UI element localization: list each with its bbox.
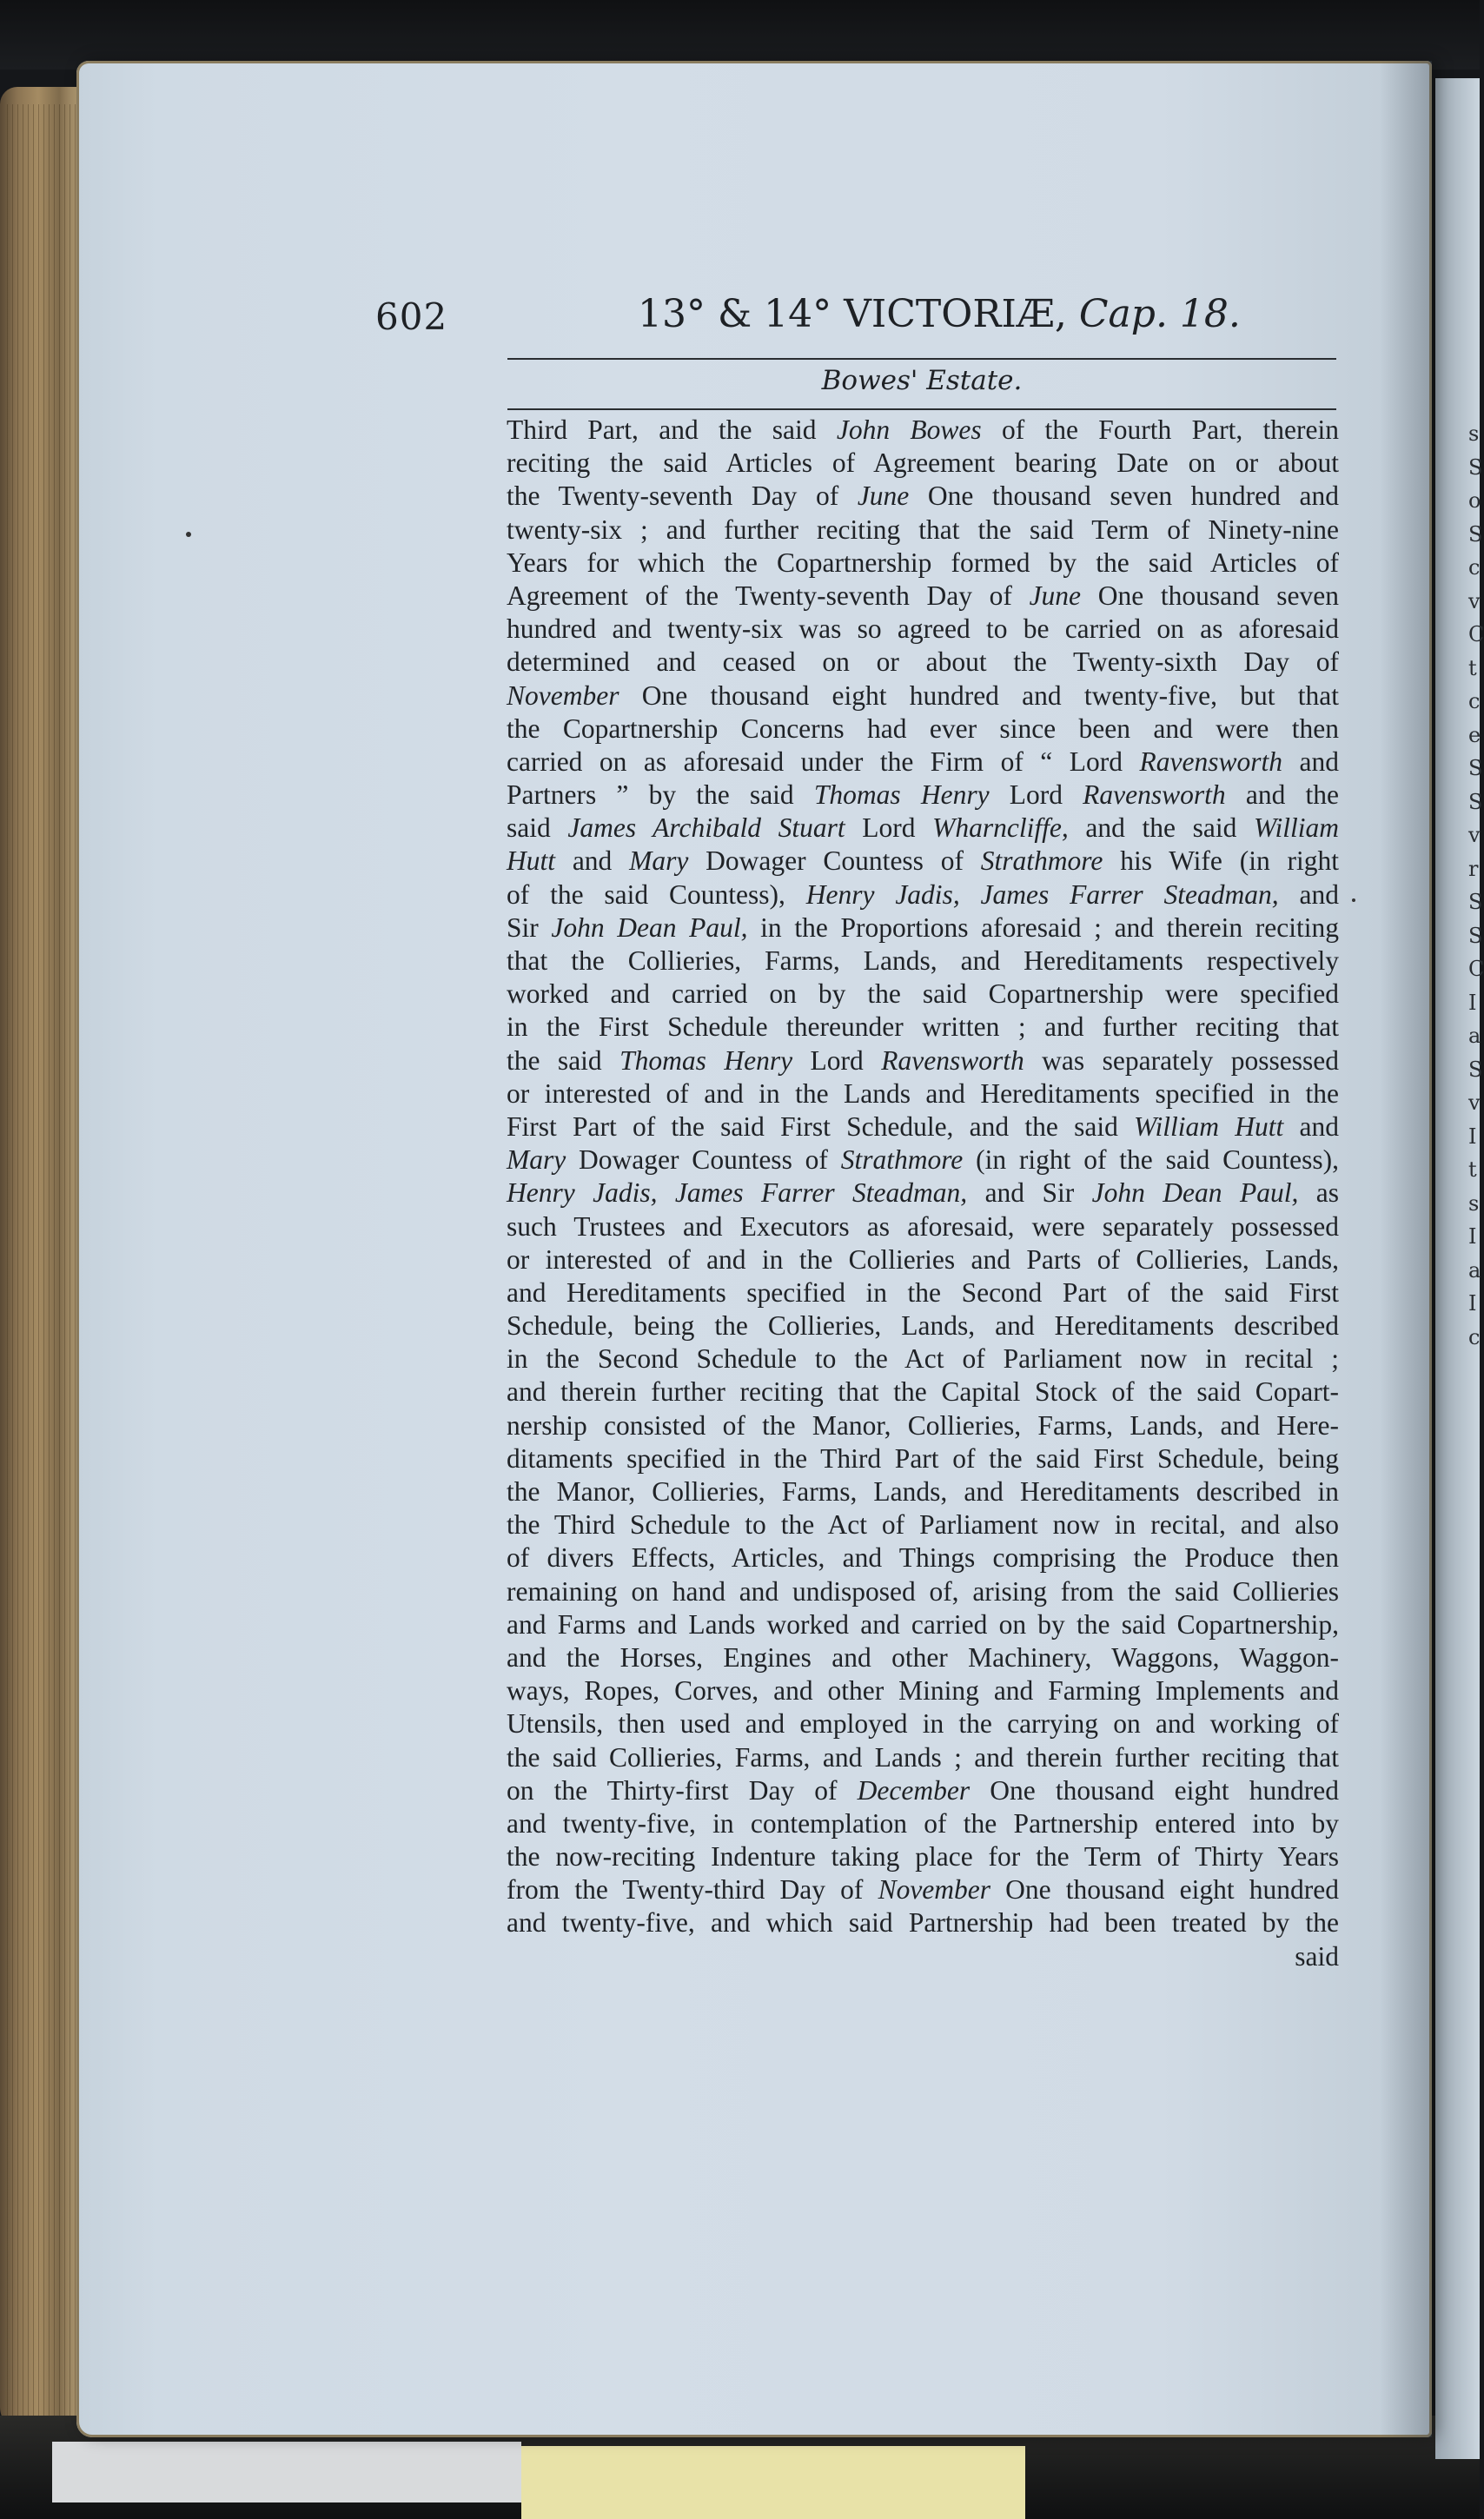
text-segment: in the Second Schedule to the Act of Parliament now in recital ;	[507, 1343, 1339, 1375]
text-segment: and Farms and Lands worked and carried on by the said Copartnership,	[507, 1608, 1339, 1640]
text-segment: of the Fourth Part, therein	[981, 414, 1339, 445]
text-segment: Sir	[507, 911, 552, 943]
italic-name: James Archibald Stuart	[567, 812, 845, 844]
text-segment: the Copartnership Concerns had ever since been and were then	[507, 713, 1339, 744]
italic-name: Wharncliffe,	[932, 812, 1069, 844]
text-segment: as	[1298, 1177, 1339, 1209]
italic-name: William Hutt	[1134, 1110, 1284, 1142]
text-segment: said	[507, 812, 568, 844]
text-segment: carried on as aforesaid under the Firm of “ Lord	[507, 746, 1140, 777]
text-segment: One thousand eight hundred	[970, 1774, 1339, 1806]
text-segment: on the Thirty-first Day of	[507, 1774, 858, 1806]
italic-name: Thomas Henry	[619, 1044, 793, 1076]
text-segment: Agreement of the Twenty-seventh Day of	[507, 580, 1030, 611]
text-segment: Lord	[989, 779, 1083, 811]
text-segment: nership consisted of the Manor, Collieries, Farms, Lands, and Here-	[507, 1409, 1339, 1441]
text-segment: Schedule, being the Collieries, Lands, and Hereditaments described	[507, 1310, 1339, 1342]
text-line	[507, 1940, 1339, 1973]
italic-name: Strathmore	[840, 1144, 964, 1176]
italic-name: Ravensworth	[881, 1044, 1024, 1076]
text-segment: such Trustees and Executors as aforesaid, were separately possessed	[507, 1210, 1339, 1242]
text-segment: One thousand seven	[1081, 580, 1339, 611]
text-line	[507, 1774, 1339, 1807]
text-line	[507, 480, 1339, 513]
text-line	[507, 1143, 1339, 1177]
italic-name: William	[1253, 812, 1339, 844]
text-line	[507, 845, 1339, 878]
text-line	[507, 1707, 1339, 1740]
text-line	[507, 514, 1339, 547]
text-segment: Lord	[845, 812, 933, 844]
italic-name: Mary	[629, 845, 689, 877]
section-subtitle: Bowes' Estate.	[821, 365, 1023, 396]
text-line	[507, 1409, 1339, 1442]
text-line	[507, 1674, 1339, 1707]
text-segment: Dowager Countess of	[566, 1144, 841, 1176]
text-segment: One thousand eight hundred and twenty-five, but that	[619, 679, 1339, 711]
text-line	[507, 1608, 1339, 1641]
text-segment: the Third Schedule to the Act of Parliament now in recital, and also	[507, 1509, 1339, 1541]
header-rule-bottom	[507, 408, 1336, 410]
header-rule-top	[507, 358, 1336, 360]
text-line	[507, 1906, 1339, 1939]
text-segment: and	[1278, 878, 1339, 910]
text-segment: Partners ” by the said	[507, 779, 814, 811]
text-segment: determined and ceased on or about the Twenty-sixth Day of	[507, 646, 1339, 678]
text-segment: in the Proportions aforesaid ; and therein reciting	[747, 911, 1339, 943]
text-segment: Third Part, and the said	[507, 414, 837, 445]
text-line	[507, 1541, 1339, 1574]
text-line	[507, 1741, 1339, 1774]
text-line	[507, 713, 1339, 746]
title-chapter: Cap. 18.	[1078, 292, 1241, 336]
text-line	[507, 679, 1339, 713]
text-line	[507, 1807, 1339, 1840]
italic-name: June	[1029, 580, 1082, 611]
text-line	[507, 1641, 1339, 1674]
italic-name: Strathmore	[980, 845, 1103, 877]
text-segment: and	[555, 845, 630, 877]
text-line	[507, 1575, 1339, 1608]
text-segment: in the First Schedule thereunder written ; and further reciting that	[507, 1011, 1339, 1043]
text-segment: from the Twenty-third Day of	[507, 1874, 878, 1906]
text-segment: and the	[1225, 779, 1339, 811]
text-line	[507, 1077, 1339, 1110]
text-segment: and	[1283, 1110, 1339, 1142]
body-text	[507, 414, 1339, 1973]
text-segment: the said	[507, 1044, 620, 1076]
white-strip	[52, 2442, 521, 2502]
text-segment: hundred and twenty-six was so agreed to be carried on as aforesaid	[507, 613, 1339, 645]
text-segment: the said Collieries, Farms, and Lands ; and therein further reciting that	[507, 1741, 1339, 1773]
text-segment: or interested of and in the Collieries and Parts of Collieries, Lands,	[507, 1243, 1339, 1275]
italic-name: Ravensworth	[1083, 779, 1226, 811]
text-segment: remaining on hand and undisposed of, arising from the said Collieries	[507, 1575, 1339, 1607]
text-segment: twenty-six ; and further reciting that the said Term of Ninety-nine	[507, 514, 1339, 545]
text-line	[507, 580, 1339, 613]
italic-name: John Dean Paul,	[551, 911, 748, 943]
italic-name: John Dean Paul,	[1091, 1177, 1299, 1209]
text-segment: First Part of the said First Schedule, and the said	[507, 1110, 1135, 1142]
text-segment: (in right of the said Countess),	[963, 1144, 1340, 1176]
text-line	[507, 1110, 1339, 1143]
text-line	[507, 945, 1339, 978]
text-segment: of divers Effects, Articles, and Things comprising the Produce then	[507, 1542, 1339, 1574]
text-line	[507, 646, 1339, 679]
text-line	[507, 613, 1339, 646]
page-gutter-shadow	[1380, 61, 1432, 2437]
italic-name: June	[857, 481, 910, 512]
text-segment: ways, Ropes, Corves, and other Mining and Farming Implements and	[507, 1675, 1339, 1707]
page-number: 602	[375, 295, 448, 338]
italic-name: November	[507, 679, 619, 711]
text-segment: Lord	[792, 1044, 882, 1076]
text-segment: One thousand seven hundred and	[909, 481, 1339, 512]
text-segment: that the Collieries, Farms, Lands, and Hereditaments respectively	[507, 945, 1339, 976]
text-segment: ditaments specified in the Third Part of the said First Schedule, being	[507, 1442, 1339, 1474]
text-line	[507, 1376, 1339, 1409]
page-title	[638, 292, 1241, 336]
text-segment: and therein further reciting that the Capital Stock of the said Copart-	[507, 1376, 1339, 1408]
text-line	[507, 1475, 1339, 1508]
text-line	[507, 1873, 1339, 1906]
adjacent-page-letters: s S o S c v C t c e S S v r S S C I a S v I t s I a I c	[1468, 421, 1484, 1349]
text-segment: his Wife (in right	[1103, 845, 1339, 877]
text-line	[507, 1442, 1339, 1475]
paper-slip	[521, 2446, 1025, 2519]
text-segment: or interested of and in the Lands and Hereditaments specified in the	[507, 1077, 1339, 1109]
text-line	[507, 1011, 1339, 1044]
text-segment: reciting the said Articles of Agreement bearing Date on or about	[507, 447, 1339, 479]
text-segment: was separately possessed	[1024, 1044, 1339, 1076]
text-segment: Years for which the Copartnership formed by the said Articles of	[507, 547, 1339, 578]
text-segment: and twenty-five, in contemplation of the Partnership entered into by	[507, 1807, 1339, 1839]
italic-name: Henry Jadis, James Farrer Steadman,	[805, 878, 1279, 910]
page-speck	[186, 532, 191, 537]
italic-name: Henry Jadis, James Farrer Steadman,	[507, 1177, 968, 1209]
italic-name: December	[857, 1774, 971, 1806]
text-line	[507, 414, 1339, 447]
italic-name: Ravensworth	[1139, 746, 1283, 777]
text-segment: and Sir	[967, 1177, 1092, 1209]
text-segment: the now-reciting Indenture taking place for the Term of Thirty Years	[507, 1841, 1339, 1873]
title-main: 13° & 14° VICTORIÆ,	[638, 292, 1067, 336]
text-line	[507, 1044, 1339, 1077]
text-line	[507, 1508, 1339, 1541]
text-line	[507, 547, 1339, 580]
italic-name: November	[878, 1874, 991, 1906]
scanner-background	[0, 0, 1480, 70]
text-line	[507, 1210, 1339, 1243]
text-line	[507, 812, 1339, 845]
text-segment: and Hereditaments specified in the Second Part of the said First	[507, 1276, 1339, 1308]
text-segment: worked and carried on by the said Copartnership were specified	[507, 978, 1339, 1010]
text-line	[507, 1342, 1339, 1376]
page-speck	[1352, 898, 1355, 902]
text-line	[507, 779, 1339, 812]
text-segment: the Twenty-seventh Day of	[507, 481, 858, 512]
text-segment: One thousand eight hundred	[990, 1874, 1339, 1906]
italic-name: Hutt	[507, 845, 556, 877]
text-segment: said	[1295, 1940, 1339, 1972]
text-segment: the Manor, Collieries, Farms, Lands, and Hereditaments described in	[507, 1476, 1339, 1507]
text-line	[507, 878, 1339, 911]
italic-name: John Bowes	[836, 414, 982, 445]
text-line	[507, 1243, 1339, 1276]
text-line	[507, 1177, 1339, 1210]
text-line	[507, 447, 1339, 480]
text-line	[507, 911, 1339, 945]
text-segment: Dowager Countess of	[688, 845, 981, 877]
text-line	[507, 1276, 1339, 1309]
text-segment: and the said	[1068, 812, 1254, 844]
italic-name: Thomas Henry	[813, 779, 990, 811]
text-line	[507, 978, 1339, 1011]
text-line	[507, 1840, 1339, 1873]
text-line	[507, 746, 1339, 779]
text-line	[507, 1309, 1339, 1342]
text-segment: of the said Countess),	[507, 878, 806, 910]
book-page-stack	[7, 104, 85, 2416]
italic-name: Mary	[507, 1144, 566, 1176]
text-segment: Utensils, then used and employed in the carrying on and working of	[507, 1708, 1339, 1740]
text-segment: and the Horses, Engines and other Machinery, Waggons, Waggon-	[507, 1641, 1339, 1673]
text-segment: and twenty-five, and which said Partnership had been treated by the	[507, 1907, 1339, 1939]
text-segment: and	[1282, 746, 1339, 777]
